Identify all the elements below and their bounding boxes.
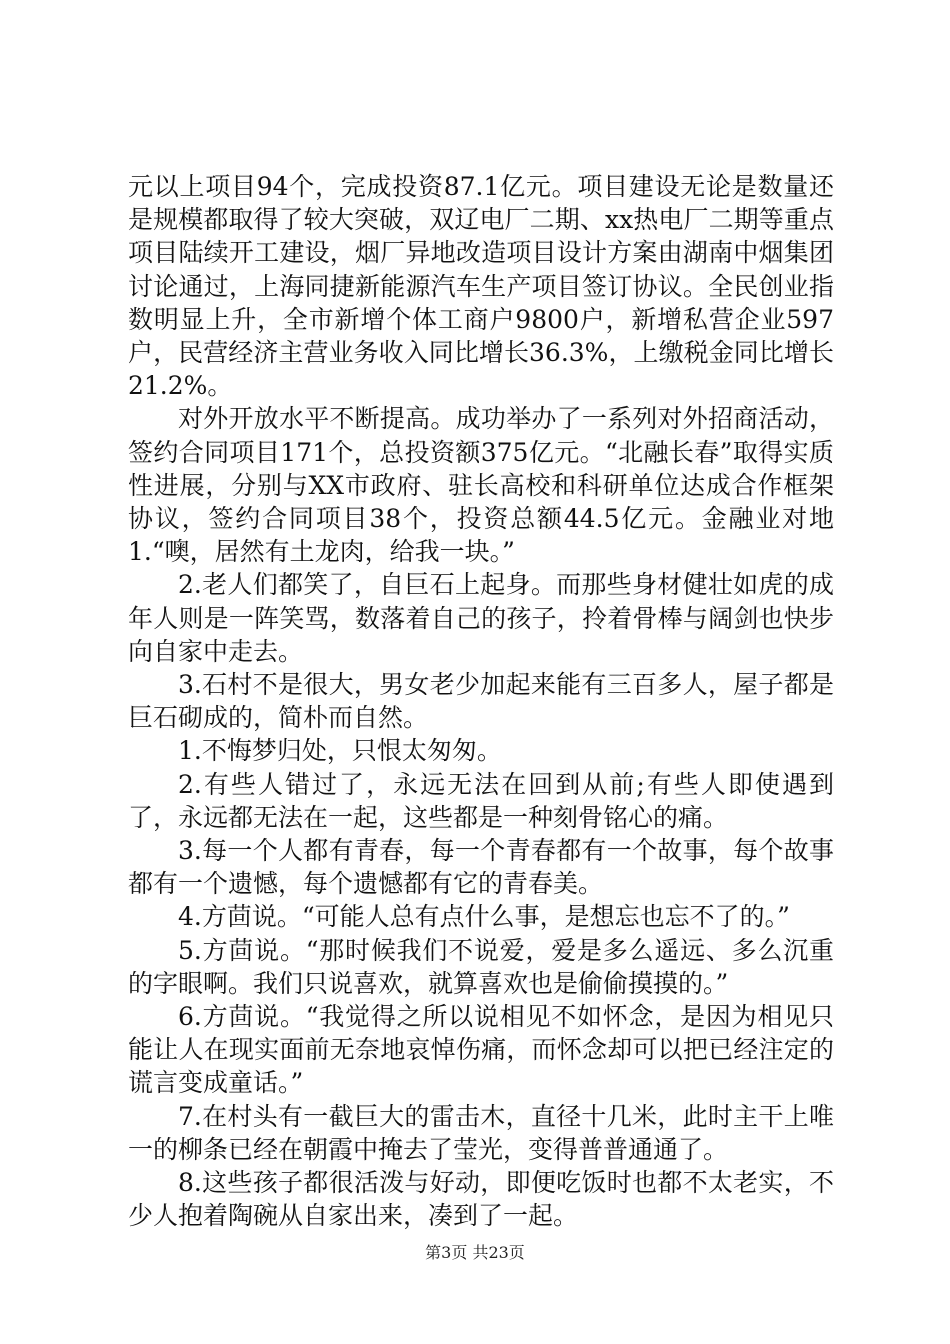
paragraph-11: 8.这些孩子都很活泼与好动，即便吃饭时也都不太老实，不少人抱着陶碗从自家出来，凑到了一起。 <box>128 1168 834 1231</box>
paragraph-3: 3.石村不是很大，男女老少加起来能有三百多人，屋子都是巨石砌成的，简朴而自然。 <box>128 670 834 733</box>
paragraph-7: 4.方茴说。“可能人总有点什么事，是想忘也忘不了的。” <box>178 902 790 932</box>
paragraph-2: 2.老人们都笑了，自巨石上起身。而那些身材健壮如虎的成年人则是一阵笑骂，数落着自己的孩子，拎着骨棒与阔剑也快步向自家中走去。 <box>128 570 834 666</box>
paragraph-1: 对外开放水平不断提高。成功举办了一系列对外招商活动，签约合同项目171个，总投资额375亿元。“北融长春”取得实质性进展，分别与XX市政府、驻长高校和科研单位达成合作框架协议，签约合同项目38个，投资总额44.5亿元。金融业对地1.“噢，居然有土龙肉，给我一块。” <box>128 404 834 567</box>
paragraph-8: 5.方茴说。“那时候我们不说爱，爱是多么遥远、多么沉重的字眼啊。我们只说喜欢，就算喜欢也是偷偷摸摸的。” <box>128 935 834 998</box>
paragraph-10: 7.在村头有一截巨大的雷击木，直径十几米，此时主干上唯一的柳条已经在朝霞中掩去了莹光，变得普普通通了。 <box>128 1101 834 1164</box>
paragraph-0: 元以上项目94个，完成投资87.1亿元。项目建设无论是数量还是规模都取得了较大突破，双辽电厂二期、xx热电厂二期等重点项目陆续开工建设，烟厂异地改造项目设计方案由湖南中烟集团讨论通过，上海同捷新能源汽车生产项目签订协议。全民创业指数明显上升，全市新增个体工商户9800户，新增私营企业597户，民营经济主营业务收入同比增长36.3%，上缴税金同比增长21.2%。 <box>128 172 834 401</box>
page-number-footer: 第3页 共23页 <box>425 1243 525 1262</box>
paragraph-5: 2.有些人错过了，永远无法在回到从前;有些人即使遇到了，永远都无法在一起，这些都是一种刻骨铭心的痛。 <box>128 769 834 832</box>
paragraph-6: 3.每一个人都有青春，每一个青春都有一个故事，每个故事都有一个遗憾，每个遗憾都有它的青春美。 <box>128 836 834 899</box>
paragraph-4: 1.不悔梦归处，只恨太匆匆。 <box>178 736 502 766</box>
document-body <box>128 170 834 1233</box>
paragraph-9: 6.方茴说。“我觉得之所以说相见不如怀念，是因为相见只能让人在现实面前无奈地哀悼伤痛，而怀念却可以把已经注定的谎言变成童话。” <box>128 1002 834 1098</box>
